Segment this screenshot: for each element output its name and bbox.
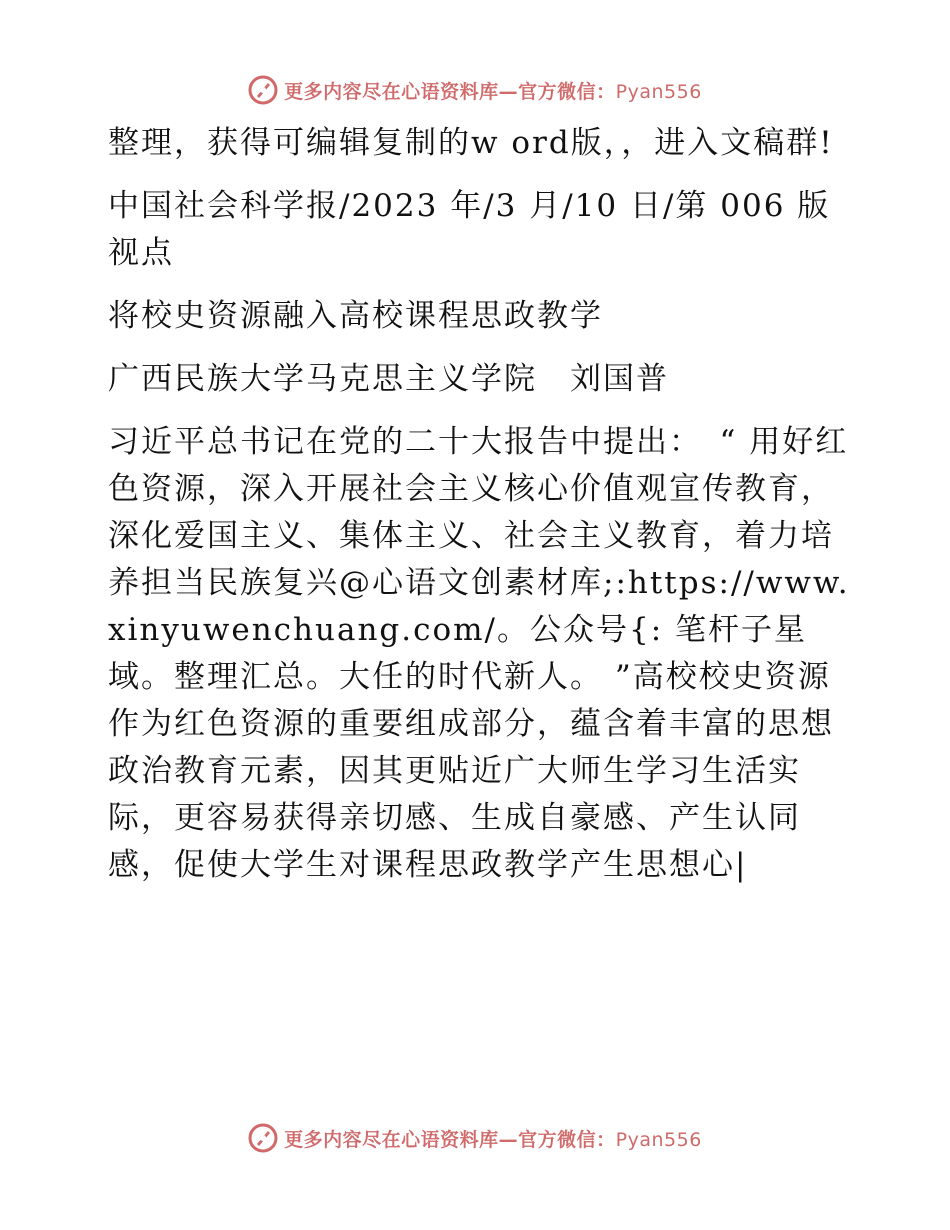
article-title: 将校史资源融入高校课程思政教学: [108, 298, 603, 334]
footer-watermark-banner: [0, 1118, 950, 1158]
quill-circle-icon: [248, 1123, 278, 1153]
header-watermark-banner: [0, 70, 950, 110]
body-paragraph: 习近平总书记在党的二十大报告中提出： “ 用好红色资源，深入开展社会主义核心价值观宣传教育，深化爱国主义、集体主义、社会主义教育，着力培养担当民族复兴@心语文创素材库;:https://www.xinyuwenchuang.com/。公众号{: 笔杆子星域。整理汇总。大任的时代新人。 ”高校校史资源作为红色资源的重要组成部分，蕴含着丰富的思想政治教育元素，因其更贴近广大师生学习生活实际，更容易获得亲切感、生成自豪感、产生认同感，促使大学生对课程思政教学产生思想心|: [108, 424, 850, 883]
banner-label: 更多内容尽在心语资料库—官方微信：: [284, 80, 616, 103]
banner-label: 更多内容尽在心语资料库—官方微信：: [284, 1128, 616, 1151]
banner-handle: Pyan556: [615, 80, 702, 103]
banner-text: [284, 1125, 702, 1152]
document-body: [98, 120, 853, 905]
banner-text: [284, 77, 702, 104]
intro-paragraph: 整理，获得可编辑复制的w ord版，，进入文稿群!: [108, 125, 834, 161]
source-citation: 中国社会科学报/2023 年/3 月/10 日/第 006 版视点: [108, 188, 831, 271]
banner-handle: Pyan556: [615, 1128, 702, 1151]
quill-circle-icon: [248, 75, 278, 105]
author-line: 广西民族大学马克思主义学院 刘国普: [108, 361, 669, 397]
